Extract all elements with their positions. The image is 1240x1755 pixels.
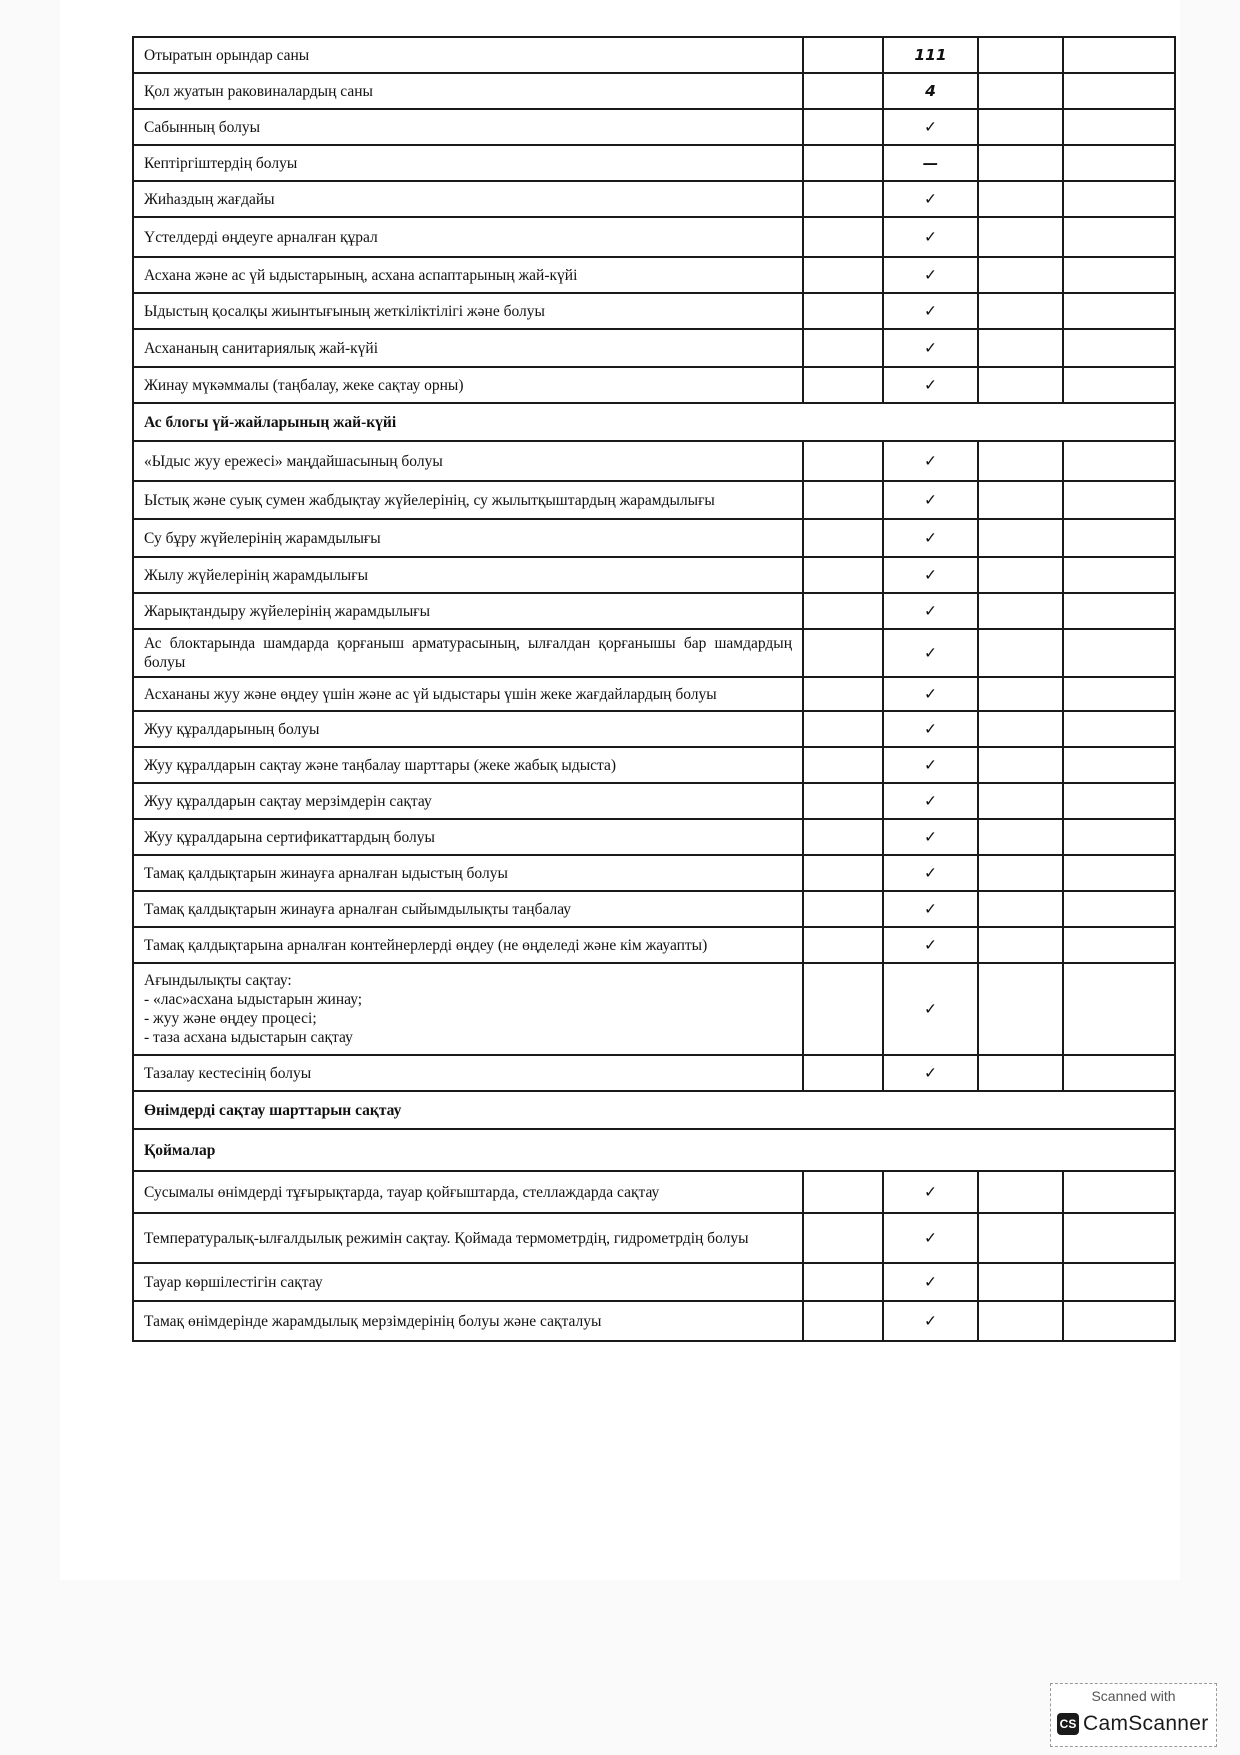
checklist-body — [133, 37, 1175, 1341]
empty-cell — [1063, 783, 1175, 819]
handwritten-mark: ✓ — [883, 293, 978, 329]
table-row — [133, 747, 1175, 783]
checklist-table — [132, 36, 1176, 1342]
empty-cell — [1063, 557, 1175, 593]
empty-cell — [978, 367, 1063, 403]
row-label: Тамақ қалдықтарын жинауға арналған ыдыстың болуы — [133, 855, 803, 891]
row-label: Жарықтандыру жүйелерінің жарамдылығы — [133, 593, 803, 629]
empty-cell — [1063, 367, 1175, 403]
empty-cell — [1063, 481, 1175, 519]
table-row — [133, 593, 1175, 629]
handwritten-mark: ✓ — [883, 593, 978, 629]
empty-cell — [1063, 441, 1175, 481]
table-row — [133, 1055, 1175, 1091]
empty-cell — [803, 519, 883, 557]
handwritten-mark: ✓ — [883, 891, 978, 927]
empty-cell — [1063, 37, 1175, 73]
table-row — [133, 1213, 1175, 1263]
row-label: Жуу құралдарын сақтау және таңбалау шарттары (жеке жабық ыдыста) — [133, 747, 803, 783]
handwritten-mark: ✓ — [883, 367, 978, 403]
empty-cell — [803, 329, 883, 367]
empty-cell — [803, 481, 883, 519]
row-label-line: Ағындылықты сақтау: — [144, 972, 292, 989]
empty-cell — [803, 441, 883, 481]
empty-cell — [803, 109, 883, 145]
handwritten-mark: ✓ — [883, 1213, 978, 1263]
row-label: Жуу құралдарының болуы — [133, 711, 803, 747]
table-row — [133, 963, 1175, 1055]
row-label: Жиһаздың жағдайы — [133, 181, 803, 217]
handwritten-mark: ✓ — [883, 329, 978, 367]
empty-cell — [978, 37, 1063, 73]
table-row — [133, 1263, 1175, 1301]
empty-cell — [803, 747, 883, 783]
table-row — [133, 1171, 1175, 1213]
empty-cell — [978, 441, 1063, 481]
handwritten-mark: ✓ — [883, 519, 978, 557]
empty-cell — [803, 367, 883, 403]
handwritten-mark: 4 — [883, 73, 978, 109]
handwritten-mark: ✓ — [883, 1171, 978, 1213]
empty-cell — [803, 593, 883, 629]
empty-cell — [978, 1213, 1063, 1263]
row-label: Қол жуатын раковиналардың саны — [133, 73, 803, 109]
row-label-line: - жуу және өңдеу процесі; — [144, 1010, 317, 1027]
row-label — [133, 963, 803, 1055]
empty-cell — [803, 1055, 883, 1091]
empty-cell — [803, 1301, 883, 1341]
empty-cell — [978, 257, 1063, 293]
empty-cell — [978, 1301, 1063, 1341]
empty-cell — [803, 891, 883, 927]
handwritten-mark: ✓ — [883, 481, 978, 519]
section-heading: Ас блогы үй-жайларының жай-күйі — [133, 403, 1175, 441]
empty-cell — [978, 677, 1063, 711]
empty-cell — [978, 1055, 1063, 1091]
empty-cell — [1063, 181, 1175, 217]
row-label: Тамақ қалдықтарына арналған контейнерлерді өңдеу (не өңделеді және кім жауапты) — [133, 927, 803, 963]
table-row — [133, 557, 1175, 593]
table-row — [133, 519, 1175, 557]
row-label: Жинау мүкәммалы (таңбалау, жеке сақтау орны) — [133, 367, 803, 403]
empty-cell — [803, 181, 883, 217]
table-row — [133, 145, 1175, 181]
table-row — [133, 855, 1175, 891]
empty-cell — [1063, 677, 1175, 711]
empty-cell — [978, 109, 1063, 145]
empty-cell — [978, 963, 1063, 1055]
empty-cell — [803, 855, 883, 891]
empty-cell — [1063, 145, 1175, 181]
table-row — [133, 293, 1175, 329]
empty-cell — [803, 293, 883, 329]
empty-cell — [803, 73, 883, 109]
empty-cell — [978, 629, 1063, 677]
handwritten-mark: ✓ — [883, 109, 978, 145]
empty-cell — [803, 217, 883, 257]
row-label: «Ыдыс жуу ережесі» маңдайшасының болуы — [133, 441, 803, 481]
row-label: Асхана және ас үй ыдыстарының, асхана аспаптарының жай-күйі — [133, 257, 803, 293]
empty-cell — [1063, 1213, 1175, 1263]
row-label-line: - таза асхана ыдыстарын сақтау — [144, 1029, 353, 1046]
table-row — [133, 629, 1175, 677]
empty-cell — [978, 519, 1063, 557]
section-heading: Өнімдерді сақтау шарттарын сақтау — [133, 1091, 1175, 1129]
empty-cell — [978, 1263, 1063, 1301]
section-row — [133, 1129, 1175, 1171]
empty-cell — [978, 593, 1063, 629]
row-label: Тазалау кестесінің болуы — [133, 1055, 803, 1091]
row-label: Отыратын орындар саны — [133, 37, 803, 73]
row-label: Сабынның болуы — [133, 109, 803, 145]
empty-cell — [1063, 73, 1175, 109]
row-label: Ас блоктарында шамдарда қорғаныш арматурасының, ылғалдан қорғанышы бар шамдардың болуы — [133, 629, 803, 677]
empty-cell — [978, 481, 1063, 519]
empty-cell — [803, 963, 883, 1055]
empty-cell — [1063, 963, 1175, 1055]
row-label: Жылу жүйелерінің жарамдылығы — [133, 557, 803, 593]
handwritten-mark: 111 — [883, 37, 978, 73]
handwritten-mark: ✓ — [883, 1263, 978, 1301]
empty-cell — [1063, 855, 1175, 891]
watermark-caption: Scanned with — [1091, 1688, 1176, 1704]
row-label: Ыстық және суық сумен жабдықтау жүйелерінің, су жылытқыштардың жарамдылығы — [133, 481, 803, 519]
table-row — [133, 441, 1175, 481]
table-row — [133, 181, 1175, 217]
empty-cell — [1063, 891, 1175, 927]
row-label: Асхананың санитариялық жай-күйі — [133, 329, 803, 367]
handwritten-mark: ✓ — [883, 629, 978, 677]
empty-cell — [978, 557, 1063, 593]
handwritten-mark: ✓ — [883, 677, 978, 711]
camscanner-watermark — [1050, 1683, 1217, 1747]
table-row — [133, 711, 1175, 747]
handwritten-mark: ✓ — [883, 1055, 978, 1091]
empty-cell — [978, 1171, 1063, 1213]
empty-cell — [1063, 1055, 1175, 1091]
handwritten-mark: ✓ — [883, 181, 978, 217]
empty-cell — [978, 329, 1063, 367]
empty-cell — [803, 1171, 883, 1213]
empty-cell — [1063, 519, 1175, 557]
table-row — [133, 367, 1175, 403]
empty-cell — [1063, 1171, 1175, 1213]
row-label: Кептіргіштердің болуы — [133, 145, 803, 181]
empty-cell — [1063, 819, 1175, 855]
empty-cell — [803, 37, 883, 73]
empty-cell — [978, 891, 1063, 927]
table-row — [133, 819, 1175, 855]
empty-cell — [1063, 293, 1175, 329]
row-label: Сусымалы өнімдерді тұғырықтарда, тауар қойғыштарда, стеллаждарда сақтау — [133, 1171, 803, 1213]
handwritten-mark: — — [883, 145, 978, 181]
table-row — [133, 257, 1175, 293]
empty-cell — [803, 783, 883, 819]
table-row — [133, 217, 1175, 257]
handwritten-mark: ✓ — [883, 855, 978, 891]
empty-cell — [1063, 593, 1175, 629]
section-heading: Қоймалар — [133, 1129, 1175, 1171]
empty-cell — [1063, 1263, 1175, 1301]
empty-cell — [978, 181, 1063, 217]
empty-cell — [978, 711, 1063, 747]
empty-cell — [1063, 629, 1175, 677]
empty-cell — [803, 819, 883, 855]
empty-cell — [978, 783, 1063, 819]
row-label: Жуу құралдарына сертификаттардың болуы — [133, 819, 803, 855]
empty-cell — [978, 73, 1063, 109]
empty-cell — [978, 855, 1063, 891]
watermark-brand: CamScanner — [1083, 1712, 1209, 1735]
empty-cell — [803, 1213, 883, 1263]
empty-cell — [1063, 711, 1175, 747]
handwritten-mark: ✓ — [883, 441, 978, 481]
empty-cell — [803, 1263, 883, 1301]
row-label: Тамақ өнімдерінде жарамдылық мерзімдерінің болуы және сақталуы — [133, 1301, 803, 1341]
table-row — [133, 1301, 1175, 1341]
empty-cell — [1063, 109, 1175, 145]
empty-cell — [803, 711, 883, 747]
handwritten-mark: ✓ — [883, 927, 978, 963]
empty-cell — [1063, 1301, 1175, 1341]
empty-cell — [1063, 257, 1175, 293]
row-label: Тамақ қалдықтарын жинауға арналған сыйымдылықты таңбалау — [133, 891, 803, 927]
row-label: Температуралық-ылғалдылық режимін сақтау. Қоймада термометрдің, гидрометрдің болуы — [133, 1213, 803, 1263]
table-row — [133, 329, 1175, 367]
empty-cell — [978, 927, 1063, 963]
row-label: Ыдыстың қосалқы жиынтығының жеткіліктілігі және болуы — [133, 293, 803, 329]
row-label: Үстелдерді өңдеуге арналған құрал — [133, 217, 803, 257]
row-label: Асхананы жуу және өңдеу үшін және ас үй ыдыстары үшін жеке жағдайлардың болуы — [133, 677, 803, 711]
table-row — [133, 677, 1175, 711]
empty-cell — [803, 557, 883, 593]
row-label: Су бұру жүйелерінің жарамдылығы — [133, 519, 803, 557]
empty-cell — [803, 927, 883, 963]
handwritten-mark: ✓ — [883, 1301, 978, 1341]
empty-cell — [803, 145, 883, 181]
table-row — [133, 927, 1175, 963]
table-row — [133, 783, 1175, 819]
empty-cell — [803, 257, 883, 293]
handwritten-mark: ✓ — [883, 257, 978, 293]
table-row — [133, 37, 1175, 73]
empty-cell — [978, 217, 1063, 257]
empty-cell — [978, 747, 1063, 783]
handwritten-mark: ✓ — [883, 819, 978, 855]
empty-cell — [978, 145, 1063, 181]
handwritten-mark: ✓ — [883, 747, 978, 783]
empty-cell — [1063, 927, 1175, 963]
handwritten-mark: ✓ — [883, 963, 978, 1055]
camscanner-logo-icon: CS — [1057, 1713, 1079, 1735]
row-label: Тауар көршілестігін сақтау — [133, 1263, 803, 1301]
empty-cell — [978, 819, 1063, 855]
table-row — [133, 891, 1175, 927]
section-row — [133, 1091, 1175, 1129]
empty-cell — [803, 677, 883, 711]
table-row — [133, 481, 1175, 519]
empty-cell — [1063, 329, 1175, 367]
empty-cell — [1063, 217, 1175, 257]
empty-cell — [803, 629, 883, 677]
row-label-line: - «лас»асхана ыдыстарын жинау; — [144, 991, 363, 1008]
empty-cell — [1063, 747, 1175, 783]
row-label: Жуу құралдарын сақтау мерзімдерін сақтау — [133, 783, 803, 819]
handwritten-mark: ✓ — [883, 783, 978, 819]
section-row — [133, 403, 1175, 441]
handwritten-mark: ✓ — [883, 557, 978, 593]
handwritten-mark: ✓ — [883, 711, 978, 747]
handwritten-mark: ✓ — [883, 217, 978, 257]
empty-cell — [978, 293, 1063, 329]
table-row — [133, 109, 1175, 145]
table-row — [133, 73, 1175, 109]
